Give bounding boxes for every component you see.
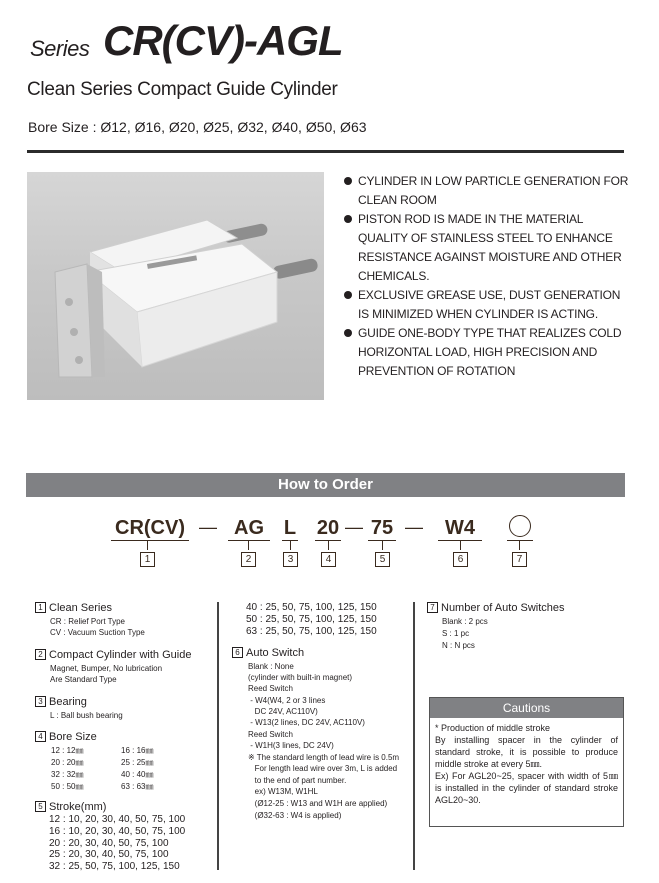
code-stem: [519, 541, 520, 550]
section-auto-switch: 6 Auto Switch: [232, 647, 304, 659]
bore-size-item: 32 : 32㎜: [51, 770, 84, 779]
caution-line: * Production of middle stroke: [435, 723, 551, 733]
bullet-icon: [344, 215, 352, 223]
code-type: AG: [234, 517, 264, 539]
section-line: Reed Switch: [248, 730, 293, 739]
code-stem: [382, 541, 383, 550]
caution-line: By installing spacer in the cylinder of standard stroke, it is possible to produce middle stroke at every 5㎜.: [435, 735, 618, 769]
code-number-box: 7: [512, 552, 527, 567]
stroke-item: 40 : 25, 50, 75, 100, 125, 150: [246, 602, 377, 613]
column-divider: [413, 602, 415, 870]
code-series: CR(CV): [115, 517, 185, 539]
stroke-item: 50 : 25, 50, 75, 100, 125, 150: [246, 614, 377, 625]
bore-size-item: 16 : 16㎜: [121, 746, 154, 755]
section-stroke: 5 Stroke(mm): [35, 801, 106, 813]
code-number-box: 2: [241, 552, 256, 567]
cylinder-illustration: [27, 172, 324, 400]
section-line: S : 1 pc: [442, 629, 470, 638]
caution-line: Ex) For AGL20~25, spacer with width of 5㎜ is installed in the cylinder of standard stroke AGL20~30.: [435, 771, 618, 805]
section-compact-cylinder: 2 Compact Cylinder with Guide: [35, 649, 191, 661]
code-number-box: 3: [283, 552, 298, 567]
code-bearing: L: [283, 517, 297, 539]
code-underline: [228, 540, 270, 541]
section-line: CR : Relief Port Type: [50, 617, 125, 626]
code-stroke: 75: [370, 517, 394, 539]
code-stem: [290, 541, 291, 550]
bore-size-item: 40 : 40㎜: [121, 770, 154, 779]
section-line: For length lead wire over 3m, L is added: [248, 764, 398, 773]
product-subtitle: Clean Series Compact Guide Cylinder: [27, 79, 338, 100]
section-line: - W4(W4, 2 or 3 lines: [248, 696, 326, 705]
stroke-item: 16 : 10, 20, 30, 40, 50, 75, 100: [49, 826, 186, 837]
section-line: N : N pcs: [442, 641, 475, 650]
bore-size-item: 25 : 25㎜: [121, 758, 154, 767]
code-underline: [507, 540, 533, 541]
section-number-of-switches: 7 Number of Auto Switches: [427, 602, 565, 614]
bore-size-item: 20 : 20㎜: [51, 758, 84, 767]
bore-size-item: 63 : 63㎜: [121, 782, 154, 791]
section-bearing: 3 Bearing: [35, 696, 87, 708]
section-line: - W13(2 lines, DC 24V, AC110V): [248, 718, 365, 727]
series-name: CR(CV)-AGL: [103, 17, 343, 64]
feature-item: GUIDE ONE-BODY TYPE THAT REALIZES COLD HORIZONTAL LOAD, HIGH PRECISION AND PREVENTION OF ROTATION: [344, 324, 634, 381]
code-bore: 20: [316, 517, 340, 539]
section-line: to the end of part number.: [248, 776, 347, 785]
stroke-item: 20 : 20, 30, 40, 50, 75, 100: [49, 838, 169, 849]
feature-list: [344, 172, 634, 381]
section-bore-size: 4 Bore Size: [35, 731, 97, 743]
section-line: ※ The standard length of lead wire is 0.5m: [248, 753, 400, 762]
code-dash: —: [199, 517, 217, 537]
section-line: (cylinder with built-in magnet): [248, 673, 353, 682]
feature-item: CYLINDER IN LOW PARTICLE GENERATION FOR CLEAN ROOM: [344, 172, 634, 210]
section-line: (Ø32-63 : W4 is applied): [248, 811, 342, 820]
section-line: - W1H(3 lines, DC 24V): [248, 741, 334, 750]
stroke-item: 12 : 10, 20, 30, 40, 50, 75, 100: [49, 814, 186, 825]
section-line: Reed Switch: [248, 684, 293, 693]
feature-item: PISTON ROD IS MADE IN THE MATERIAL QUALITY OF STAINLESS STEEL TO ENHANCE RESISTANCE AGAINST MOISTURE AND OTHER CHEMICALS.: [344, 210, 634, 286]
bore-size-item: 50 : 50㎜: [51, 782, 84, 791]
feature-item: EXCLUSIVE GREASE USE, DUST GENERATION IS MINIMIZED WHEN CYLINDER IS ACTING.: [344, 286, 634, 324]
section-line: DC 24V, AC110V): [248, 707, 318, 716]
stroke-item: 63 : 25, 50, 75, 100, 125, 150: [246, 626, 377, 637]
code-stem: [147, 541, 148, 550]
section-line: ex) W13M, W1HL: [248, 787, 318, 796]
cautions-body: [430, 718, 623, 810]
bore-size-line: Bore Size : Ø12, Ø16, Ø20, Ø25, Ø32, Ø40, Ø50, Ø63: [28, 119, 367, 135]
section-line: (Ø12-25 : W13 and W1H are applied): [248, 799, 388, 808]
code-number-box: 4: [321, 552, 336, 567]
how-to-order-header: How to Order: [26, 473, 625, 497]
code-stem: [248, 541, 249, 550]
column-divider: [217, 602, 219, 870]
code-stem: [328, 541, 329, 550]
section-line: Are Standard Type: [50, 675, 117, 684]
section-line: CV : Vacuum Suction Type: [50, 628, 145, 637]
header-divider: [27, 150, 624, 153]
product-photo: [27, 172, 324, 400]
stroke-item: 32 : 25, 50, 75, 100, 125, 150: [49, 861, 180, 872]
code-dash: —: [405, 517, 423, 537]
stroke-item: 25 : 20, 30, 40, 50, 75, 100: [49, 849, 169, 860]
bullet-icon: [344, 177, 352, 185]
cautions-box: [429, 697, 624, 827]
section-line: Blank : 2 pcs: [442, 617, 488, 626]
section-line: L : Ball bush bearing: [50, 711, 123, 720]
section-line: Magnet, Bumper, No lubrication: [50, 664, 163, 673]
code-underline: [111, 540, 189, 541]
bore-size-item: 12 : 12㎜: [51, 746, 84, 755]
series-label: Series: [30, 36, 90, 61]
code-dash: —: [345, 517, 363, 537]
bullet-icon: [344, 291, 352, 299]
section-clean-series: 1 Clean Series: [35, 602, 112, 614]
code-number-box: 1: [140, 552, 155, 567]
cautions-title: Cautions: [430, 698, 623, 718]
code-auto-switch: W4: [445, 517, 475, 539]
code-number-box: 5: [375, 552, 390, 567]
bullet-icon: [344, 329, 352, 337]
code-switch-count-placeholder: [509, 515, 531, 537]
section-line: Blank : None: [248, 662, 294, 671]
code-number-box: 6: [453, 552, 468, 567]
code-stem: [460, 541, 461, 550]
